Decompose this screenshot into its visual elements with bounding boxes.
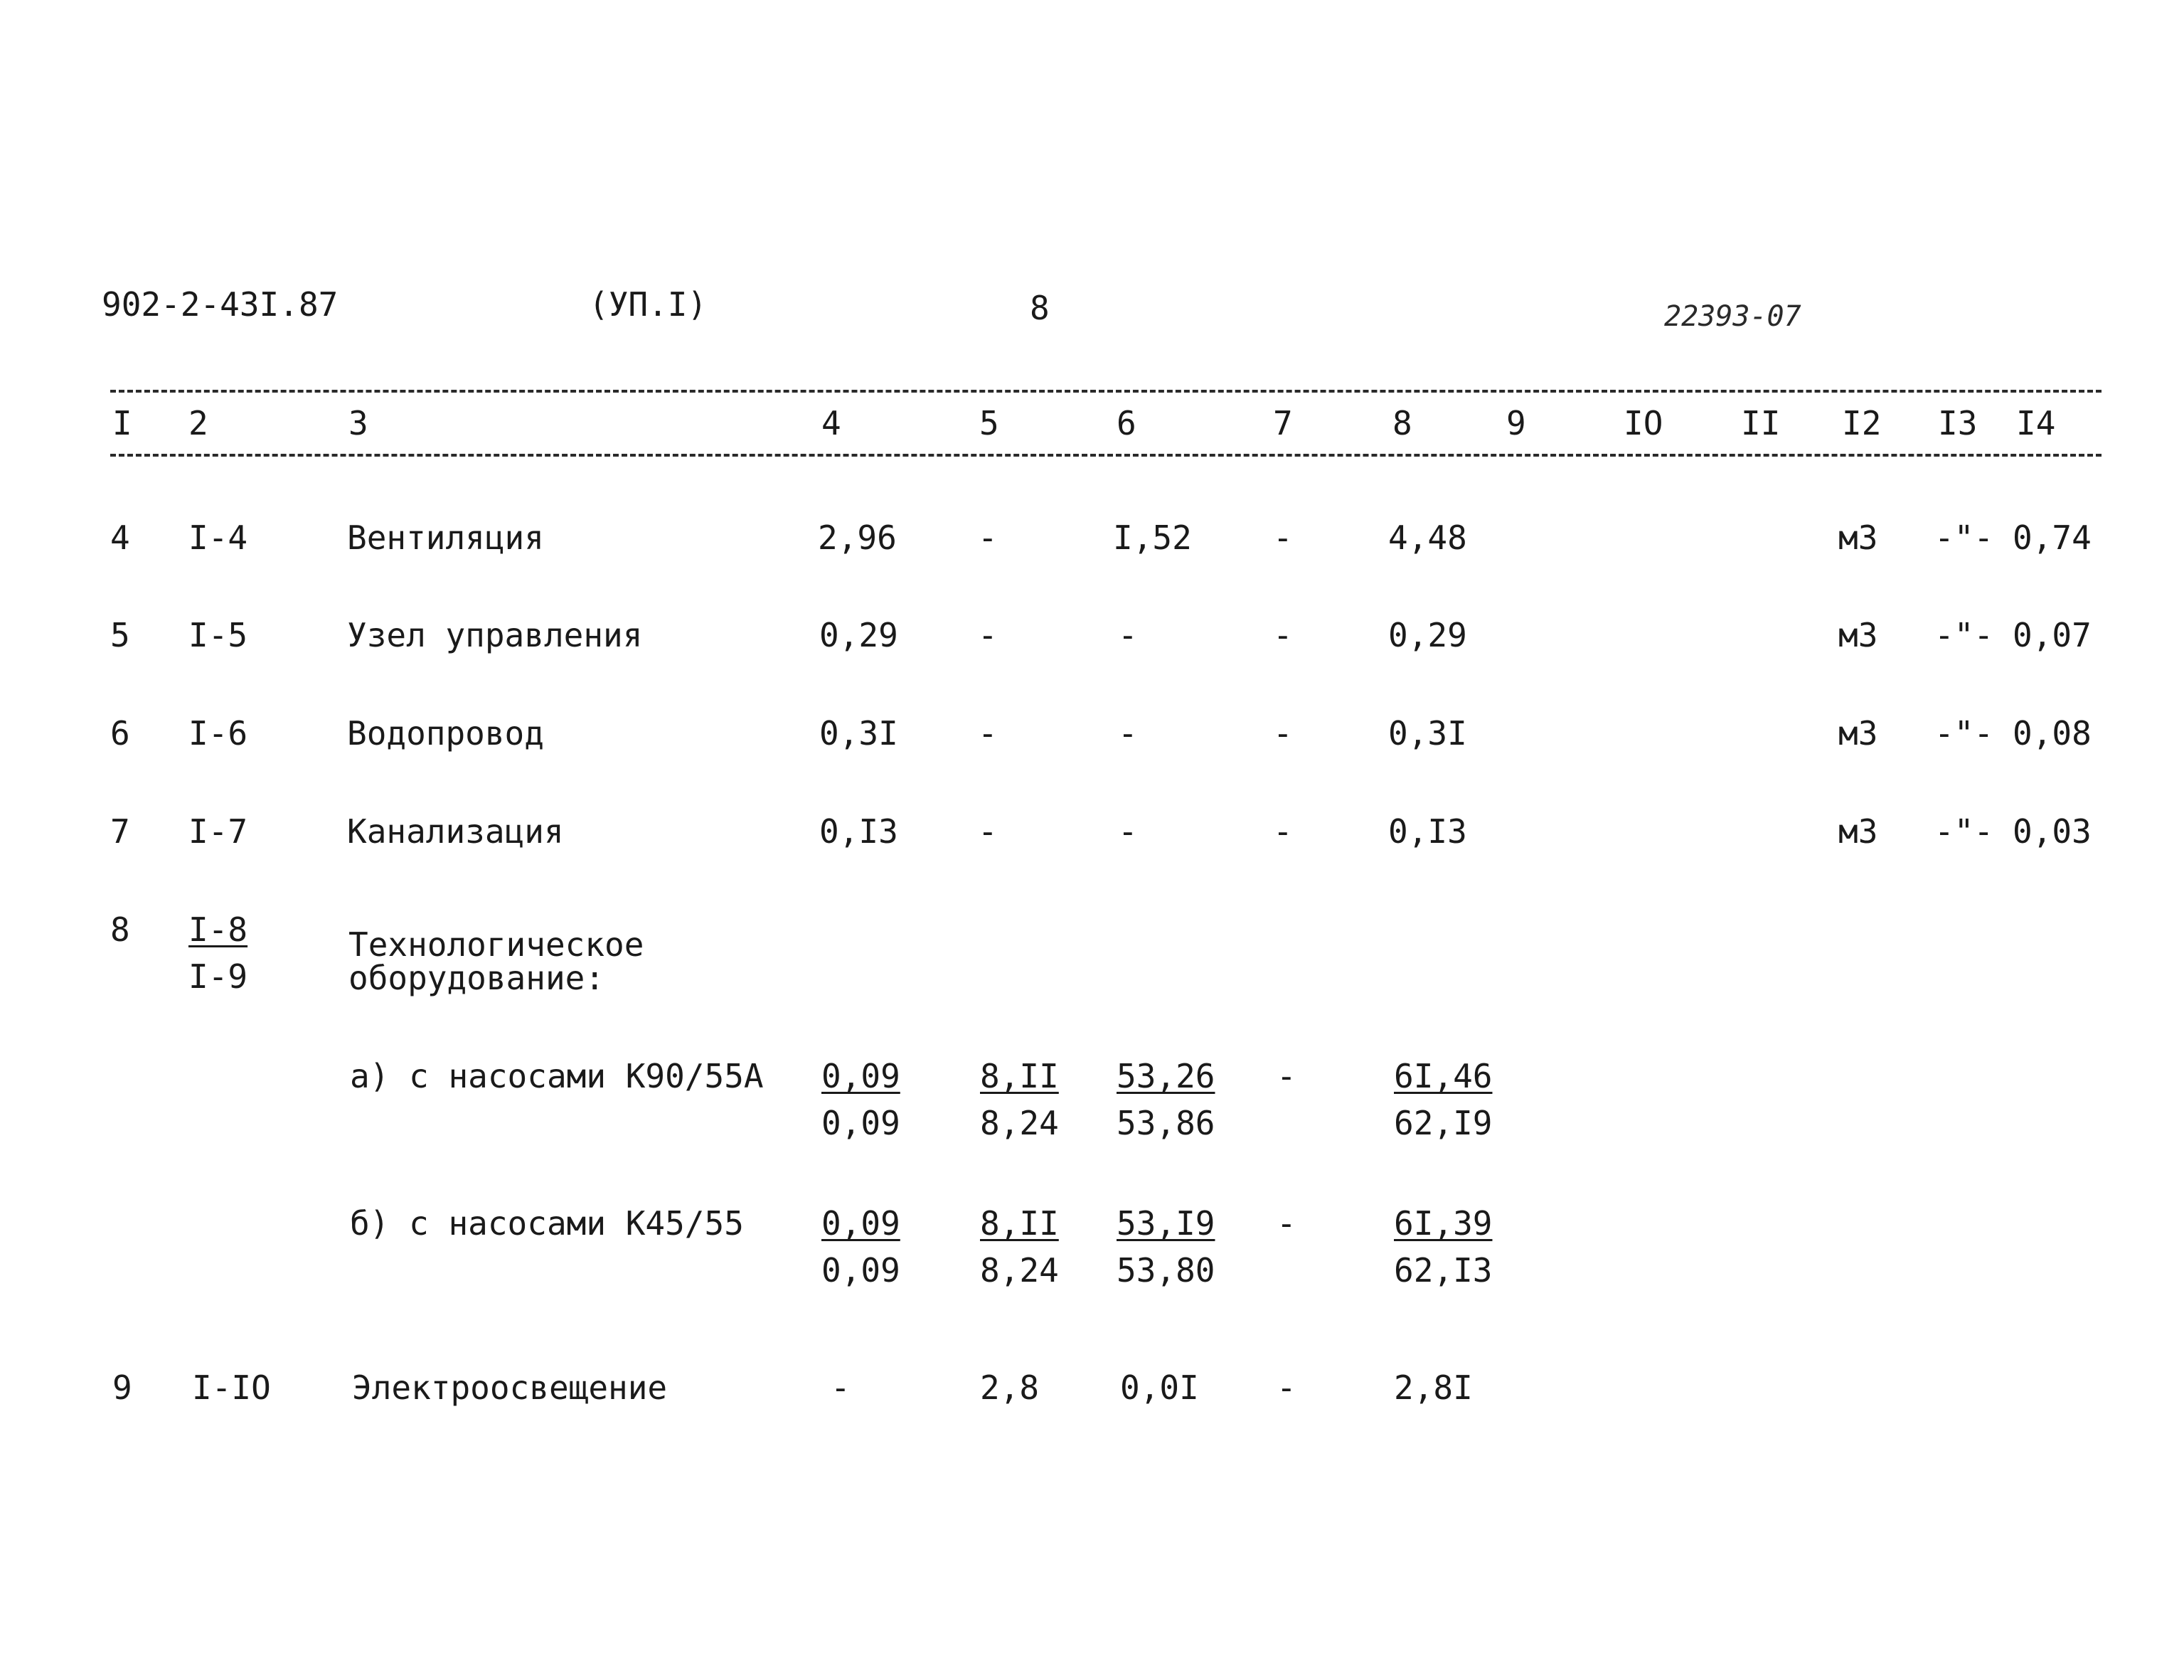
column-header: 6: [1117, 404, 1136, 442]
cell-col7: -: [1273, 519, 1293, 557]
cell-col6-numerator: 53,26: [1117, 1057, 1215, 1095]
row-name: Электроосвещение: [352, 1368, 668, 1407]
cell-col5-numerator: 8,II: [980, 1204, 1059, 1243]
cell-col6: 0,0I: [1120, 1368, 1199, 1407]
sub-row-label: а) с насосами К90/55А: [350, 1057, 764, 1095]
cell-col8: 4,48: [1388, 519, 1467, 557]
cell-col6-denominator: 53,80: [1117, 1251, 1215, 1290]
cell-unit: м3: [1838, 616, 1878, 654]
cell-col14: 0,07: [2013, 616, 2092, 654]
cell-col6: -: [1118, 714, 1138, 753]
cell-col5-denominator: 8,24: [980, 1251, 1059, 1290]
row-code: I-6: [188, 714, 248, 753]
cell-col4: 0,3I: [819, 714, 898, 753]
row-name: Вентиляция: [347, 519, 544, 557]
cell-col4-denominator: 0,09: [821, 1104, 900, 1142]
cell-col4: 2,96: [818, 519, 897, 557]
cell-col7: -: [1273, 714, 1293, 753]
cell-col8: 0,3I: [1388, 714, 1467, 753]
cell-col8: 0,I3: [1388, 812, 1467, 851]
column-header: I2: [1842, 404, 1882, 442]
row-number: 4: [110, 519, 130, 557]
column-header: 9: [1506, 404, 1526, 442]
header-top-rule: [110, 390, 2102, 393]
section-label: (УП.I): [589, 285, 708, 324]
cell-col7: -: [1273, 616, 1293, 654]
cell-col14: 0,03: [2013, 812, 2092, 851]
header-bottom-rule: [110, 454, 2102, 457]
cell-ditto: -"-: [1934, 616, 1994, 654]
row-number: 8: [110, 910, 130, 949]
cell-col4-denominator: 0,09: [821, 1251, 900, 1290]
column-header: II: [1741, 404, 1781, 442]
cell-col8: 0,29: [1388, 616, 1467, 654]
cell-col7: -: [1273, 812, 1293, 851]
cell-col7: -: [1277, 1204, 1296, 1243]
cell-col8-denominator: 62,I9: [1394, 1104, 1493, 1142]
cell-col4-numerator: 0,09: [821, 1204, 900, 1243]
inventory-stamp: 22393-07: [1664, 300, 1801, 333]
column-header: I3: [1938, 404, 1978, 442]
column-header: 2: [188, 404, 208, 442]
cell-col5-denominator: 8,24: [980, 1104, 1059, 1142]
cell-col5: -: [978, 714, 998, 753]
cell-col8-denominator: 62,I3: [1394, 1251, 1493, 1290]
cell-unit: м3: [1838, 519, 1878, 557]
sub-row-label: б) с насосами К45/55: [350, 1204, 744, 1243]
cell-col6-denominator: 53,86: [1117, 1104, 1215, 1142]
cell-col5: 2,8: [980, 1368, 1040, 1407]
column-header: 4: [821, 404, 841, 442]
column-header: I4: [2016, 404, 2056, 442]
cell-ditto: -"-: [1934, 812, 1994, 851]
row-number: 9: [112, 1368, 132, 1407]
cell-col7: -: [1277, 1368, 1296, 1407]
cell-col6: I,52: [1113, 519, 1192, 557]
row-code-denominator: I-9: [188, 957, 248, 996]
row-code: I-IO: [192, 1368, 271, 1407]
cell-col4: 0,I3: [819, 812, 898, 851]
cell-col8-numerator: 6I,39: [1394, 1204, 1493, 1243]
row-name-line2: оборудование:: [348, 959, 605, 997]
row-name: Узел управления: [347, 616, 643, 654]
row-number: 6: [110, 714, 130, 753]
cell-col14: 0,08: [2013, 714, 2092, 753]
document-code: 902-2-43I.87: [102, 285, 339, 324]
row-code: I-4: [188, 519, 248, 557]
column-header: I: [112, 404, 132, 442]
row-name-line1: Технологическое: [348, 925, 644, 964]
cell-col5: -: [978, 812, 998, 851]
cell-col6-numerator: 53,I9: [1117, 1204, 1215, 1243]
row-code: I-7: [188, 812, 248, 851]
cell-ditto: -"-: [1934, 714, 1994, 753]
row-name: Канализация: [347, 812, 564, 851]
cell-unit: м3: [1838, 714, 1878, 753]
cell-col8: 2,8I: [1394, 1368, 1473, 1407]
cell-col5: -: [978, 519, 998, 557]
cell-col6: -: [1118, 616, 1138, 654]
row-number: 5: [110, 616, 130, 654]
row-number: 7: [110, 812, 130, 851]
column-header: IO: [1624, 404, 1663, 442]
cell-col5: -: [978, 616, 998, 654]
row-code: I-5: [188, 616, 248, 654]
column-header: 7: [1273, 404, 1293, 442]
cell-col7: -: [1277, 1057, 1296, 1095]
cell-col6: -: [1118, 812, 1138, 851]
column-header: 3: [348, 404, 368, 442]
column-header: 5: [979, 404, 999, 442]
cell-col4-numerator: 0,09: [821, 1057, 900, 1095]
row-name: Водопровод: [347, 714, 544, 753]
cell-ditto: -"-: [1934, 519, 1994, 557]
cell-unit: м3: [1838, 812, 1878, 851]
cell-col14: 0,74: [2013, 519, 2092, 557]
cell-col8-numerator: 6I,46: [1394, 1057, 1493, 1095]
row-code-numerator: I-8: [188, 910, 248, 949]
cell-col4: 0,29: [819, 616, 898, 654]
cell-col4: -: [831, 1368, 851, 1407]
column-header: 8: [1392, 404, 1412, 442]
page-number: 8: [1030, 289, 1050, 327]
cell-col5-numerator: 8,II: [980, 1057, 1059, 1095]
